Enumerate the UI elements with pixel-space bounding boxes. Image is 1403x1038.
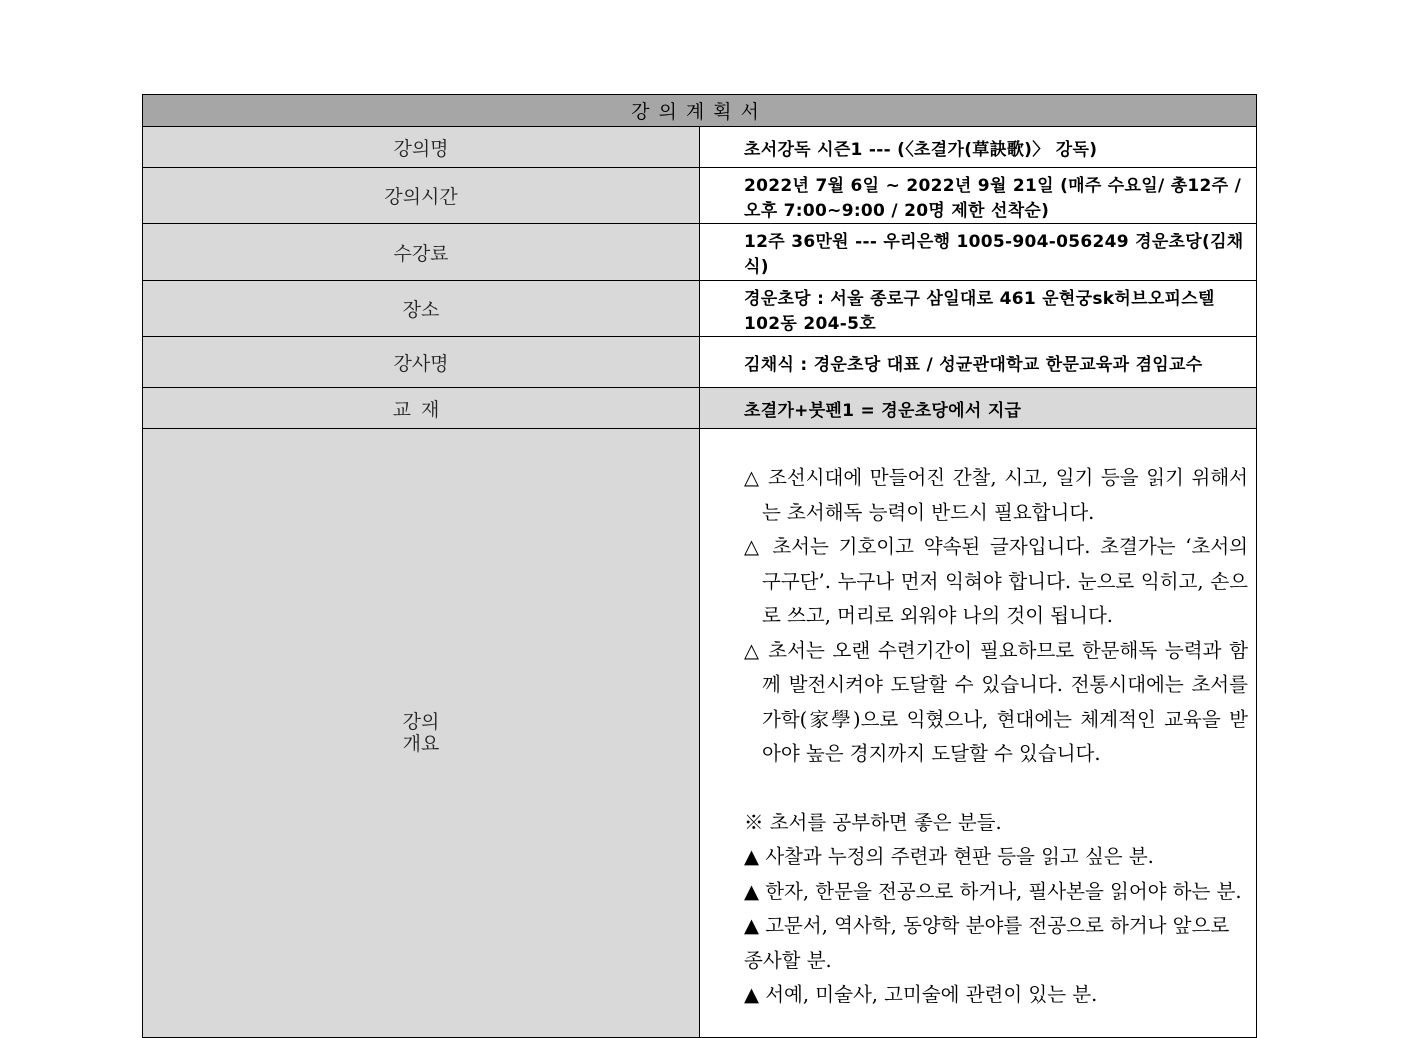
spacer [744,772,1248,806]
label-lecture-name: 강의명 [143,127,700,168]
lecture-plan-table [142,94,1257,1038]
document-title: 강의계획서 [143,95,1257,127]
overview-paragraph: △ 초서는 오랜 수련기간이 필요하므로 한문해독 능력과 함께 발전시켜야 도달할 수 있습니다. 전통시대에는 초서를 가학(家學)으로 익혔으나, 현대에는 체계적인 교육을 받아야 높은 경지까지 도달할 수 있습니다. [744,638,1248,765]
audience-bullet: ▲ 한자, 한문을 전공으로 하거나, 필사본을 읽어야 하는 분. [744,879,1242,903]
value-instructor: 김채식 : 경운초당 대표 / 성균관대학교 한문교육과 겸임교수 [700,337,1257,388]
overview-paragraph: △ 조선시대에 만들어진 간찰, 시고, 일기 등을 읽기 위해서는 초서해독 능력이 반드시 필요합니다. [744,466,1248,524]
audience-bullet: ▲ 서예, 미술사, 고미술에 관련이 있는 분. [744,983,1098,1006]
row-overview [143,429,1257,1038]
title-row [143,95,1257,127]
audience-bullet: ▲ 사찰과 누정의 주련과 현판 등을 읽고 싶은 분. [744,845,1154,868]
value-location: 경운초당 : 서울 종로구 삼일대로 461 운현궁sk허브오피스텔 102동 204-5호 [700,281,1257,337]
label-overview [143,429,700,1038]
audience-bullet: ▲ 고문서, 역사학, 동양학 분야를 전공으로 하거나 앞으로 종사할 분. [744,914,1230,972]
label-overview-line1: 강의 [402,710,440,733]
target-audience-note: ※ 초서를 공부하면 좋은 분들. [744,810,1002,834]
value-fee: 12주 36만원 --- 우리은행 1005-904-056249 경운초당(김채식) [700,224,1257,281]
label-location: 장소 [143,281,700,337]
label-fee: 수강료 [143,224,700,281]
row-instructor [143,337,1257,388]
row-fee [143,224,1257,281]
value-lecture-time: 2022년 7월 6일 ~ 2022년 9월 21일 (매주 수요일/ 총12주 / 오후 7:00~9:00 / 20명 제한 선착순) [700,168,1257,224]
label-textbook: 교재 [143,388,700,429]
row-textbook [143,388,1257,429]
value-textbook: 초결가+붓펜1 = 경운초당에서 지급 [700,388,1257,429]
value-lecture-name: 초서강독 시즌1 --- (〈초결가(草訣歌)〉 강독) [700,127,1257,168]
overview-paragraph: △ 초서는 기호이고 약속된 글자입니다. 초결가는 ‘초서의 구구단’. 누구나 먼저 익혀야 합니다. 눈으로 익히고, 손으로 쓰고, 머리로 외워야 나의 것이 됩니다. [744,535,1248,627]
row-lecture-name [143,127,1257,168]
label-instructor: 강사명 [143,337,700,388]
label-overview-line2: 개요 [402,732,440,755]
label-lecture-time: 강의시간 [143,168,700,224]
overview-content [700,429,1257,1038]
row-location [143,281,1257,337]
row-lecture-time [143,168,1257,224]
